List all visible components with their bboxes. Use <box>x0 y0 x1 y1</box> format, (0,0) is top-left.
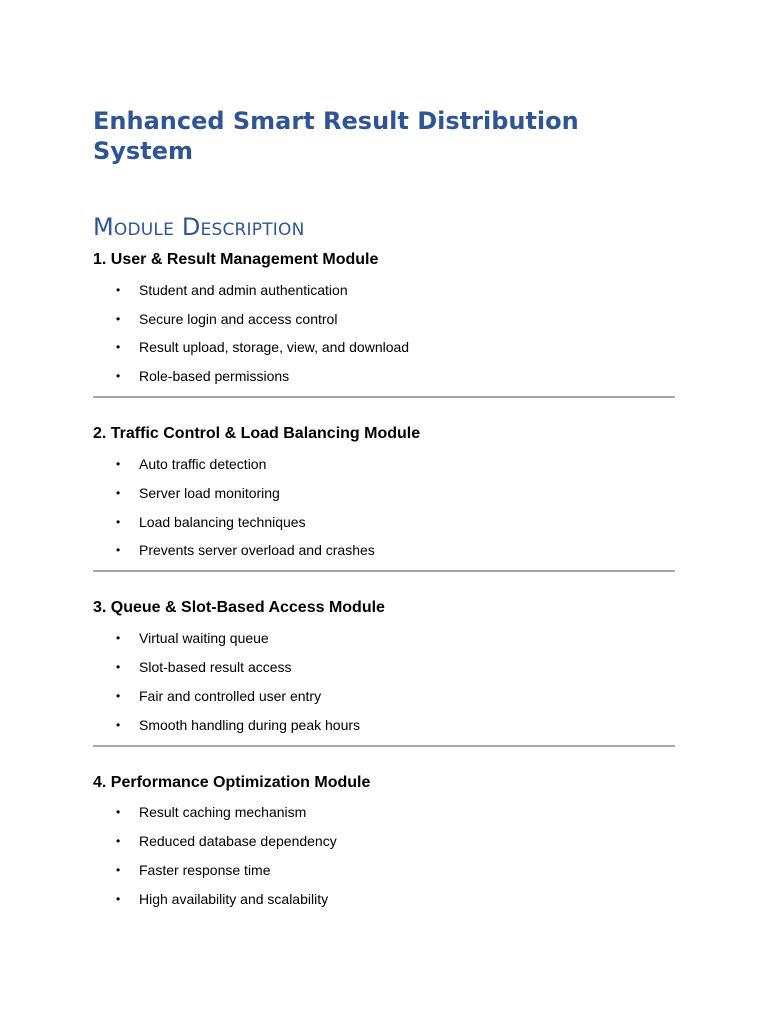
section-heading: Module Description <box>93 213 305 241</box>
bullet-icon: • <box>116 456 121 471</box>
bullet-item: • Auto traffic detection <box>116 455 267 472</box>
bullet-item: • Virtual waiting queue <box>116 630 269 647</box>
bullet-icon: • <box>116 659 121 674</box>
bullet-icon: • <box>116 834 121 849</box>
document-title: Enhanced Smart Result Distribution System <box>93 107 579 165</box>
module-section <box>93 773 675 908</box>
bullet-icon: • <box>116 862 121 877</box>
bullet-icon: • <box>116 369 121 384</box>
bullet-item: • High availability and scalability <box>116 890 329 907</box>
bullet-item: • Server load monitoring <box>116 484 280 501</box>
bullet-icon: • <box>116 543 121 558</box>
bullet-icon: • <box>116 631 121 646</box>
bullet-icon: • <box>116 514 121 529</box>
bullet-item: • Slot-based result access <box>116 658 292 675</box>
bullet-item: • Smooth handling during peak hours <box>116 716 361 733</box>
document-page <box>93 106 675 908</box>
bullet-item: • Secure login and access control <box>116 310 338 327</box>
module-section <box>93 424 675 572</box>
bullet-item: • Fair and controlled user entry <box>116 687 322 704</box>
bullet-icon: • <box>116 688 121 703</box>
bullet-item: • Faster response time <box>116 861 271 878</box>
section-divider <box>93 570 675 572</box>
module-section <box>93 598 675 746</box>
bullet-item: • Reduced database dependency <box>116 833 337 850</box>
module-section <box>93 250 675 398</box>
module-title: 2. Traffic Control & Load Balancing Module <box>93 425 421 443</box>
bullet-icon: • <box>116 805 121 820</box>
bullet-icon: • <box>116 311 121 326</box>
bullet-item: • Role-based permissions <box>116 368 290 385</box>
bullet-item: • Result upload, storage, view, and download <box>116 339 410 356</box>
module-title: 4. Performance Optimization Module <box>93 773 371 791</box>
module-bullet-list <box>93 629 675 733</box>
module-bullet-list <box>93 455 675 559</box>
module-bullet-list <box>93 803 675 907</box>
bullet-item: • Result caching mechanism <box>116 804 307 821</box>
bullet-item: • Student and admin authentication <box>116 281 348 298</box>
bullet-item: • Load balancing techniques <box>116 513 306 530</box>
module-bullet-list <box>93 281 675 385</box>
bullet-item: • Prevents server overload and crashes <box>116 542 375 559</box>
module-title: 3. Queue & Slot-Based Access Module <box>93 599 385 617</box>
bullet-icon: • <box>116 282 121 297</box>
bullet-icon: • <box>116 717 121 732</box>
section-divider <box>93 396 675 398</box>
section-divider <box>93 745 675 747</box>
bullet-icon: • <box>116 340 121 355</box>
bullet-icon: • <box>116 485 121 500</box>
module-title: 1. User & Result Management Module <box>93 251 379 268</box>
bullet-icon: • <box>116 891 121 906</box>
